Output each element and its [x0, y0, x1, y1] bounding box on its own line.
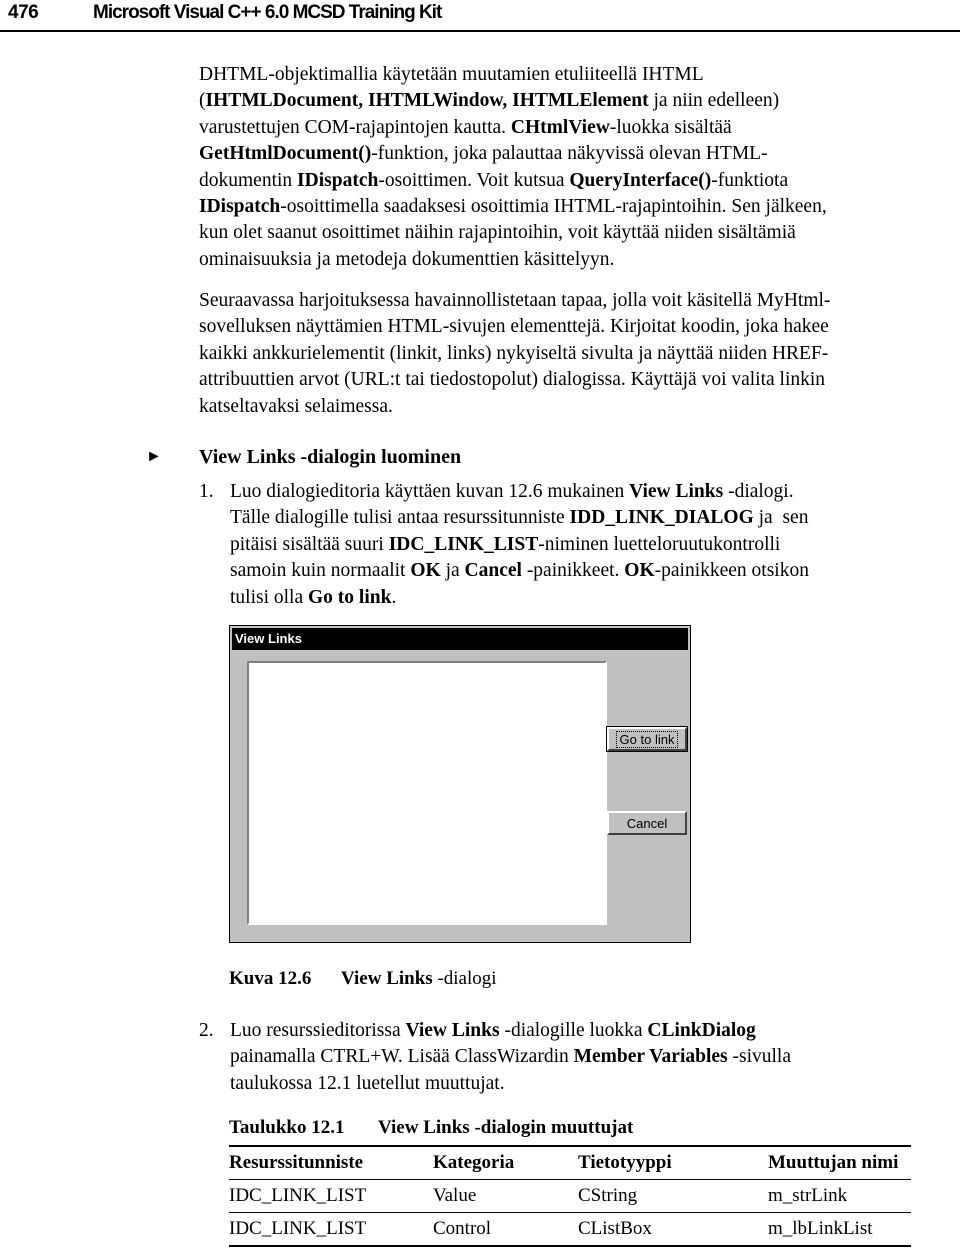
text-line: attribuuttien arvot (URL:t tai tiedostopolut) dialogissa. Käyttäjä voi valita linkin: [199, 369, 826, 391]
column-header: Resurssitunniste: [229, 1152, 364, 1173]
text-line: (IHTMLDocument, IHTMLWindow, IHTMLElement ja niin edelleen): [199, 90, 780, 112]
text-line: sovelluksen näyttämien HTML-sivujen elementtejä. Kirjoitat koodin, joka hakee: [199, 316, 829, 338]
table-caption-text: View Links -dialogin muuttujat: [378, 1117, 634, 1138]
column-header: Tietotyyppi: [578, 1152, 672, 1173]
table-cell: IDC_LINK_LIST: [229, 1185, 367, 1206]
cancel-button[interactable]: [607, 811, 687, 835]
text-line: dokumentin IDispatch-osoittimen. Voit kutsua QueryInterface()-funktiota: [199, 169, 789, 191]
text-line: samoin kuin normaalit OK ja Cancel -painikkeet. OK-painikkeen otsikon: [230, 560, 809, 582]
step-text: [230, 479, 809, 611]
table-cell: m_strLink: [768, 1185, 848, 1206]
text-line: Luo dialogieditoria käyttäen kuvan 12.6 mukainen View Links -dialogi.: [230, 481, 794, 502]
step-number: 1.: [199, 481, 214, 502]
text-line: IDispatch-osoittimella saadaksesi osoittimia IHTML-rajapintoihin. Sen jälkeen,: [199, 196, 827, 218]
step-number: 2.: [199, 1020, 214, 1041]
text-line: taulukossa 12.1 luetellut muuttujat.: [230, 1072, 505, 1094]
table-row: [229, 1180, 911, 1213]
intro-paragraph: [199, 62, 959, 273]
table-cell: CString: [578, 1185, 638, 1206]
table-header-row: [229, 1146, 911, 1180]
figure-caption-label: Kuva 12.6: [229, 968, 312, 989]
text-line: varustettujen COM-rajapintojen kautta. CHtmlView-luokka sisältää: [199, 116, 732, 138]
table-caption-label: Taulukko 12.1: [229, 1117, 345, 1138]
book-title: Microsoft Visual C++ 6.0 MCSD Training Kit: [93, 2, 442, 23]
table-cell: Control: [433, 1218, 492, 1239]
text-line: Seuraavassa harjoituksessa havainnollistetaan tapaa, jolla voit käsitellä MyHtml-: [199, 290, 831, 311]
text-line: DHTML-objektimallia käytetään muutamien etuliiteellä IHTML: [199, 64, 704, 85]
column-header: Muuttujan nimi: [768, 1152, 899, 1173]
step-text: [230, 1018, 791, 1097]
table-cell: IDC_LINK_LIST: [229, 1218, 367, 1239]
procedure-heading-text: View Links -dialogin luominen: [199, 446, 462, 468]
text-line: pitäisi sisältää suuri IDC_LINK_LIST-niminen luetteloruutukontrolli: [230, 533, 781, 555]
text-line: kaikki ankkurielementit (linkit, links) nykyiseltä sivulta ja näyttää niiden HREF-: [199, 342, 829, 364]
table-cell: CListBox: [578, 1218, 652, 1239]
text-line: Luo resurssieditorissa View Links -dialogille luokka CLinkDialog: [230, 1020, 756, 1041]
text-line: kun olet saanut osoittimet näihin rajapintoihin, voit käyttää niiden sisältämiä: [199, 222, 796, 244]
figure-caption-text: View Links -dialogi: [341, 968, 497, 989]
text-line: painamalla CTRL+W. Lisää ClassWizardin Member Variables -sivulla: [230, 1046, 792, 1068]
text-line: tulisi olla Go to link.: [230, 586, 397, 608]
text-line: ominaisuuksia ja metodeja dokumenttien käsittelyyn.: [199, 248, 615, 270]
header-divider: [0, 30, 960, 32]
text-line: GetHtmlDocument()-funktion, joka palauttaa näkyvissä olevan HTML-: [199, 143, 768, 165]
arrow-icon: ►: [146, 448, 162, 465]
go-to-link-label: Go to link: [616, 731, 679, 748]
cancel-label: Cancel: [626, 816, 668, 831]
text-line: Tälle dialogille tulisi antaa resurssitunniste IDD_LINK_DIALOG ja sen: [230, 507, 809, 529]
variables-table: [229, 1145, 911, 1247]
view-links-dialog: [229, 625, 691, 943]
column-header: Kategoria: [433, 1152, 515, 1173]
table-row: [229, 1213, 911, 1247]
link-list-box[interactable]: [247, 661, 607, 925]
text-line: katseltavaksi selaimessa.: [199, 395, 393, 417]
table-cell: m_lbLinkList: [768, 1218, 873, 1239]
page-number: 476: [8, 2, 39, 23]
running-header: [0, 0, 960, 28]
go-to-link-button[interactable]: [607, 727, 687, 751]
table-cell: Value: [433, 1185, 477, 1206]
exercise-paragraph: [199, 288, 959, 420]
dialog-title: View Links: [232, 628, 688, 650]
